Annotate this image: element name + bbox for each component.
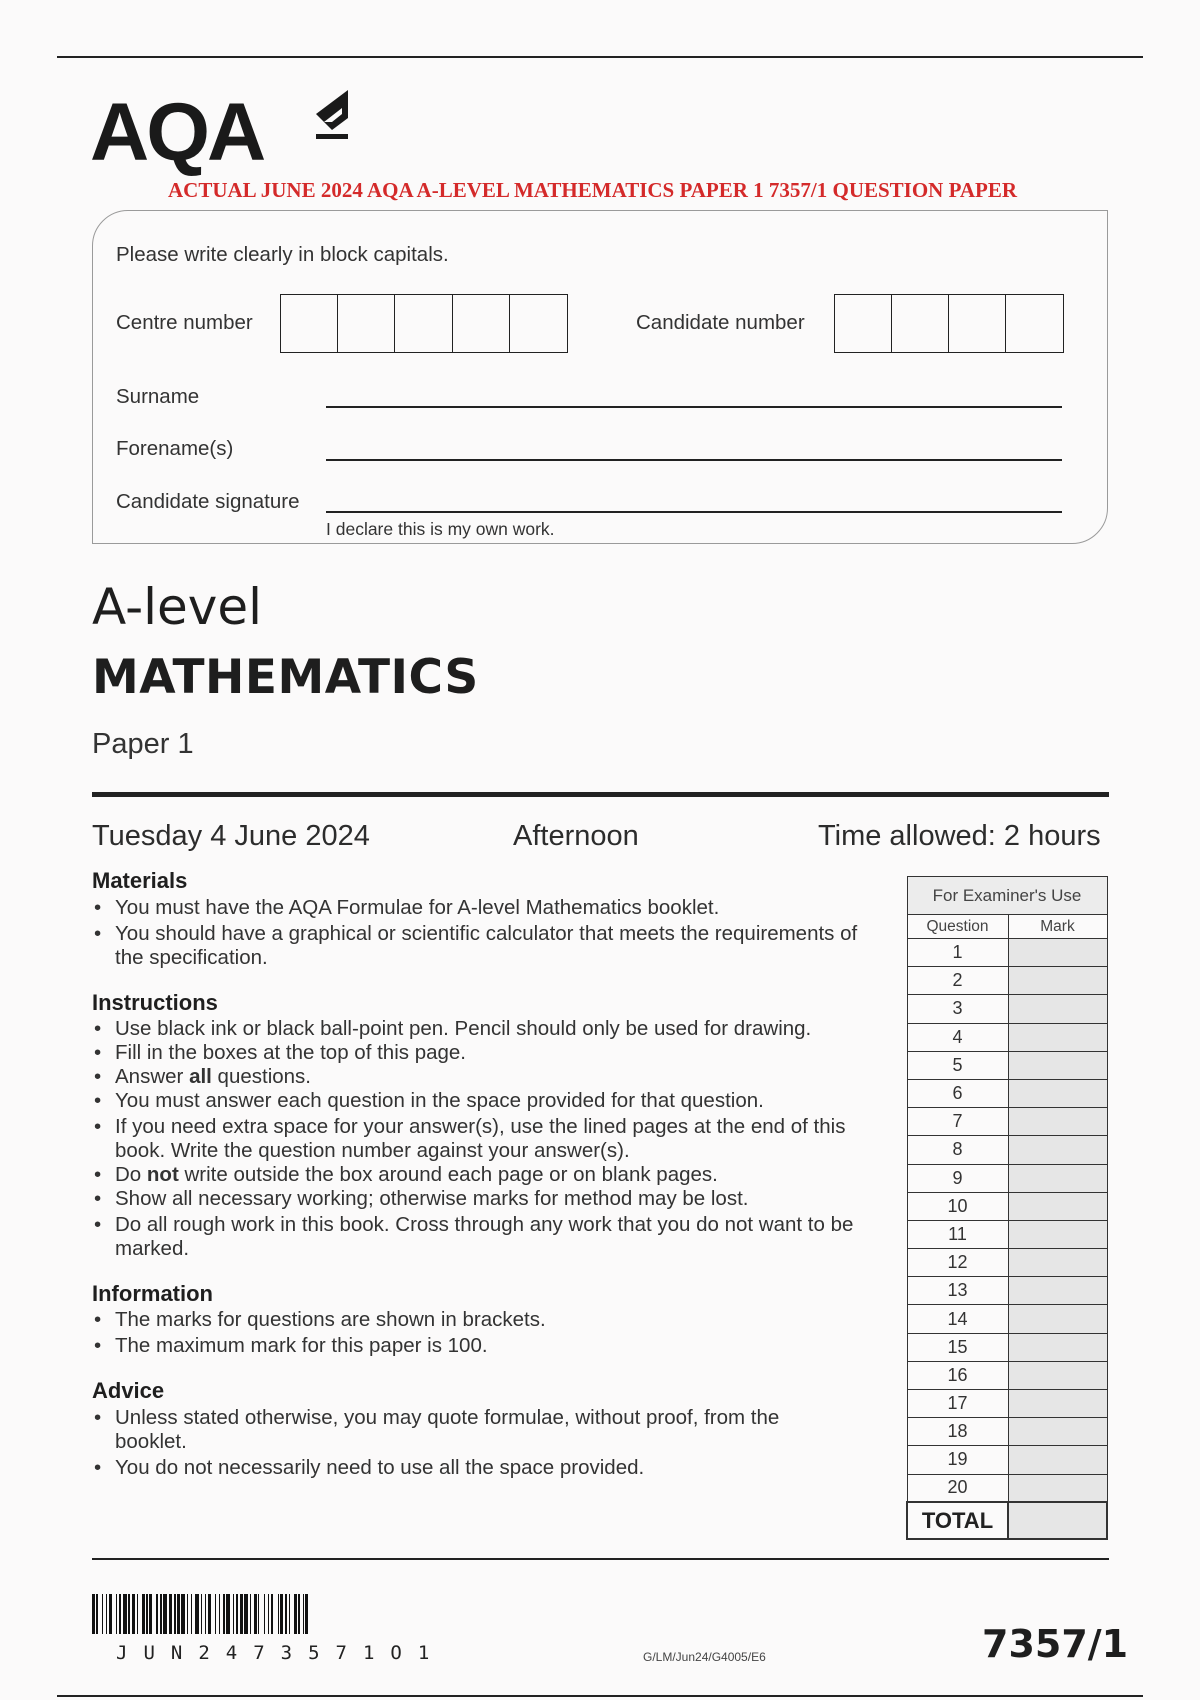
examiners-use-title: For Examiner's Use: [907, 877, 1107, 915]
mark-cell[interactable]: [1008, 939, 1107, 967]
barcode-digits: JUN2473571O1: [116, 1642, 446, 1664]
list-item: • Answer all questions.: [92, 1065, 882, 1089]
question-number: 20: [907, 1474, 1008, 1502]
mark-cell[interactable]: [1008, 1192, 1107, 1220]
materials-list: [92, 896, 872, 970]
table-row: [907, 1079, 1107, 1107]
mark-cell[interactable]: [1008, 1418, 1107, 1446]
qualification-level: A-level: [92, 578, 263, 636]
paper-reference: G/LM/Jun24/G4005/E6: [643, 1650, 766, 1664]
question-number: 15: [907, 1333, 1008, 1361]
table-row: [907, 967, 1107, 995]
table-row: [907, 995, 1107, 1023]
question-number: 12: [907, 1249, 1008, 1277]
mark-cell[interactable]: [1008, 1249, 1107, 1277]
mark-cell[interactable]: [1008, 967, 1107, 995]
question-number: 4: [907, 1023, 1008, 1051]
aqa-logo: AQA: [90, 87, 264, 178]
forename-label: Forename(s): [116, 437, 234, 460]
list-item: • Unless stated otherwise, you may quote formulae, without proof, from the booklet.: [92, 1406, 852, 1454]
candidate-digit-box[interactable]: [949, 295, 1006, 352]
list-item: • Use black ink or black ball-point pen. Pencil should only be used for drawing.: [92, 1017, 882, 1041]
time-allowed: Time allowed: 2 hours: [818, 820, 1101, 852]
centre-digit-box[interactable]: [453, 295, 510, 352]
bottom-rule: [57, 1695, 1143, 1697]
question-number: 7: [907, 1108, 1008, 1136]
list-item: • Show all necessary working; otherwise marks for method may be lost.: [92, 1187, 882, 1211]
table-row: [907, 1164, 1107, 1192]
question-number: 17: [907, 1390, 1008, 1418]
table-row: [907, 1051, 1107, 1079]
mark-cell[interactable]: [1008, 1361, 1107, 1389]
question-number: 16: [907, 1361, 1008, 1389]
declaration-text: I declare this is my own work.: [326, 519, 555, 539]
information-list: [92, 1308, 872, 1358]
paper-code: 7357/1: [982, 1622, 1129, 1666]
question-number: 8: [907, 1136, 1008, 1164]
table-row: [907, 1136, 1107, 1164]
mark-cell[interactable]: [1008, 1220, 1107, 1248]
block-capitals-instruction: Please write clearly in block capitals.: [116, 243, 449, 266]
table-row: [907, 939, 1107, 967]
examiners-use-table: [906, 876, 1108, 1540]
total-mark-cell[interactable]: [1008, 1502, 1107, 1539]
aqa-logo-mark-icon: [312, 88, 352, 144]
surname-field[interactable]: [326, 406, 1062, 408]
mark-column-header: Mark: [1008, 915, 1107, 939]
exam-date: Tuesday 4 June 2024: [92, 820, 370, 852]
table-row: [907, 1023, 1107, 1051]
table-row: [907, 1249, 1107, 1277]
paper-number: Paper 1: [92, 728, 194, 760]
question-column-header: Question: [907, 915, 1008, 939]
list-item: • You must answer each question in the space provided for that question.: [92, 1089, 882, 1113]
table-row: [907, 1277, 1107, 1305]
mark-cell[interactable]: [1008, 1333, 1107, 1361]
table-row: [907, 1474, 1107, 1502]
instructions-heading: Instructions: [92, 990, 218, 1015]
mark-cell[interactable]: [1008, 1051, 1107, 1079]
question-number: 6: [907, 1079, 1008, 1107]
table-row: [907, 1418, 1107, 1446]
table-row: [907, 1333, 1107, 1361]
table-row: [907, 1390, 1107, 1418]
barcode-icon: [92, 1594, 474, 1634]
list-item: • The marks for questions are shown in brackets.: [92, 1308, 872, 1332]
question-number: 5: [907, 1051, 1008, 1079]
surname-label: Surname: [116, 385, 200, 408]
table-row: [907, 1220, 1107, 1248]
mark-cell[interactable]: [1008, 1390, 1107, 1418]
centre-digit-box[interactable]: [510, 295, 567, 352]
list-item: • If you need extra space for your answer(s), use the lined pages at the end of this book. Write the question number against your answer(s).: [92, 1115, 882, 1163]
question-number: 10: [907, 1192, 1008, 1220]
title-rule: [92, 792, 1109, 797]
candidate-number-field[interactable]: [834, 294, 1064, 353]
mark-cell[interactable]: [1008, 1474, 1107, 1502]
question-number: 11: [907, 1220, 1008, 1248]
materials-heading: Materials: [92, 868, 188, 893]
centre-digit-box[interactable]: [281, 295, 338, 352]
top-rule: [57, 56, 1143, 58]
advice-list: [92, 1406, 852, 1480]
candidate-digit-box[interactable]: [1006, 295, 1063, 352]
instructions-list: [92, 1017, 882, 1261]
list-item: • Do not write outside the box around each page or on blank pages.: [92, 1163, 882, 1187]
list-item: • You must have the AQA Formulae for A-level Mathematics booklet.: [92, 896, 872, 920]
footer-rule: [92, 1558, 1109, 1560]
mark-cell[interactable]: [1008, 1108, 1107, 1136]
total-label: TOTAL: [907, 1502, 1008, 1539]
signature-field[interactable]: [326, 511, 1062, 513]
list-item: • Do all rough work in this book. Cross through any work that you do not want to be marked.: [92, 1213, 882, 1261]
signature-label: Candidate signature: [116, 490, 300, 513]
candidate-digit-box[interactable]: [892, 295, 949, 352]
table-row: [907, 1361, 1107, 1389]
exam-session: Afternoon: [513, 820, 639, 852]
table-row: [907, 1305, 1107, 1333]
candidate-digit-box[interactable]: [835, 295, 892, 352]
advice-heading: Advice: [92, 1378, 165, 1403]
table-row: [907, 1192, 1107, 1220]
centre-digit-box[interactable]: [395, 295, 452, 352]
list-item: • Fill in the boxes at the top of this page.: [92, 1041, 882, 1065]
subject-title: MATHEMATICS: [92, 650, 479, 705]
information-heading: Information: [92, 1281, 213, 1306]
centre-number-label: Centre number: [116, 311, 253, 334]
mark-cell[interactable]: [1008, 1164, 1107, 1192]
list-item: • You do not necessarily need to use all the space provided.: [92, 1456, 852, 1480]
list-item: • The maximum mark for this paper is 100.: [92, 1334, 872, 1358]
mark-cell[interactable]: [1008, 995, 1107, 1023]
question-number: 14: [907, 1305, 1008, 1333]
mark-cell[interactable]: [1008, 1079, 1107, 1107]
centre-number-field[interactable]: [280, 294, 568, 353]
table-row: [907, 1446, 1107, 1474]
mark-cell[interactable]: [1008, 1136, 1107, 1164]
question-number: 1: [907, 939, 1008, 967]
list-item: • You should have a graphical or scientific calculator that meets the requirements of the specification.: [92, 922, 872, 970]
question-number: 13: [907, 1277, 1008, 1305]
banner-title: ACTUAL JUNE 2024 AQA A-LEVEL MATHEMATICS PAPER 1 7357/1 QUESTION PAPER: [168, 178, 1018, 202]
mark-cell[interactable]: [1008, 1305, 1107, 1333]
mark-cell[interactable]: [1008, 1023, 1107, 1051]
candidate-number-label: Candidate number: [636, 311, 805, 334]
mark-cell[interactable]: [1008, 1277, 1107, 1305]
mark-cell[interactable]: [1008, 1446, 1107, 1474]
table-row: [907, 1108, 1107, 1136]
forename-field[interactable]: [326, 459, 1062, 461]
question-number: 9: [907, 1164, 1008, 1192]
centre-digit-box[interactable]: [338, 295, 395, 352]
question-number: 3: [907, 995, 1008, 1023]
question-number: 2: [907, 967, 1008, 995]
question-number: 19: [907, 1446, 1008, 1474]
question-number: 18: [907, 1418, 1008, 1446]
